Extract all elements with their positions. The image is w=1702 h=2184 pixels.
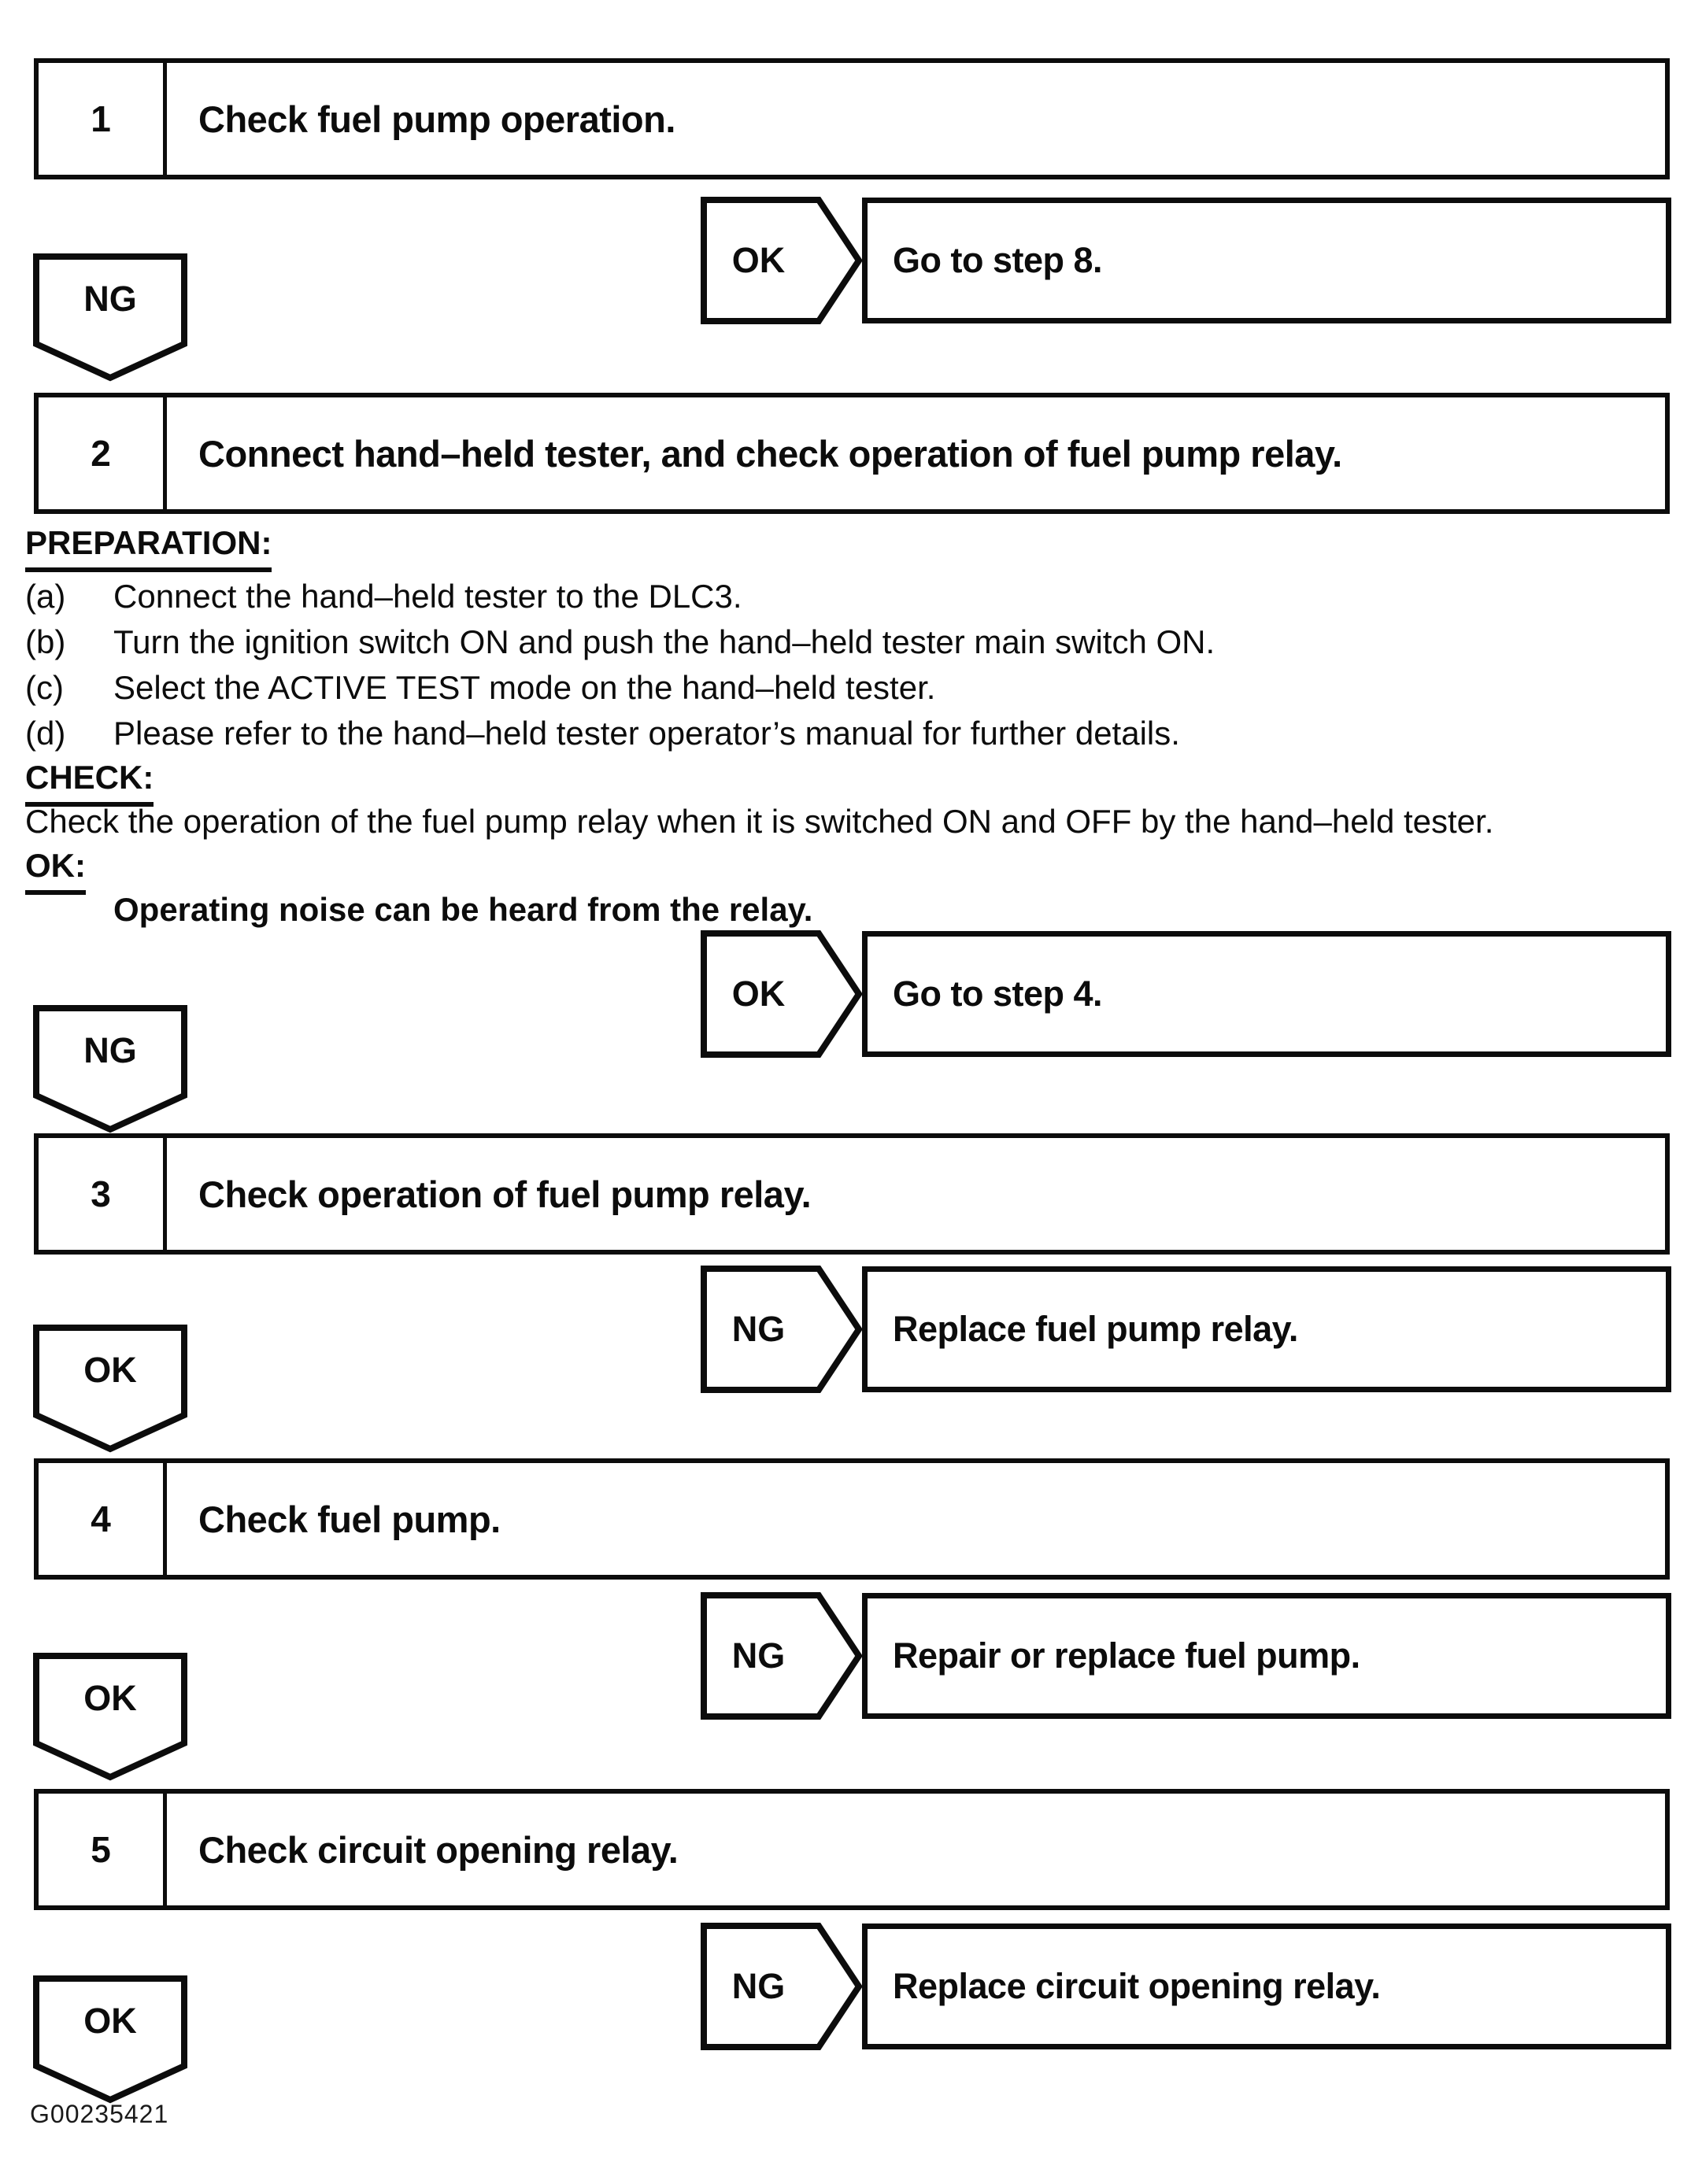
step-title: Check circuit opening relay.: [198, 1828, 679, 1871]
figure-id: G00235421: [30, 2100, 169, 2128]
connector-label: NG: [83, 278, 137, 319]
check-heading: CHECK:: [25, 757, 154, 807]
step-title: Check operation of fuel pump relay.: [198, 1173, 812, 1215]
preparation-heading: PREPARATION:: [25, 523, 272, 572]
flow-connector-ng: [33, 253, 187, 382]
branch-label: NG: [731, 1966, 786, 2006]
branch-ok-connector: [701, 930, 862, 1058]
flow-connector-ok: [33, 1975, 187, 2104]
step-number: 4: [39, 1463, 167, 1575]
flow-connector-ok: [33, 1325, 187, 1453]
branch-label: NG: [731, 1635, 786, 1676]
branch-ng-connector: [701, 1266, 862, 1393]
flow-connector-ng: [33, 1005, 187, 1133]
preparation-item-c: (c) Select the ACTIVE TEST mode on the hand–held tester.: [25, 669, 936, 706]
branch-label: OK: [731, 974, 786, 1014]
step-number: 5: [39, 1794, 167, 1905]
step-box-1: [34, 58, 1670, 179]
connector-label: NG: [83, 1029, 137, 1070]
branch-label: NG: [731, 1309, 786, 1349]
connector-label: OK: [83, 1349, 137, 1390]
step-title: Check fuel pump operation.: [198, 98, 675, 140]
step-number: 1: [39, 63, 167, 175]
branch-action-box: Repair or replace fuel pump.: [862, 1593, 1671, 1719]
step-title: Connect hand–held tester, and check operation of fuel pump relay.: [198, 432, 1342, 475]
branch-action-box: Replace circuit opening relay.: [862, 1923, 1671, 2049]
step-box-5: [34, 1789, 1670, 1910]
branch-label: OK: [731, 240, 786, 280]
step-box-3: [34, 1133, 1670, 1255]
step-title: Check fuel pump.: [198, 1498, 501, 1540]
branch-action-box: Go to step 8.: [862, 198, 1671, 323]
step-box-2: [34, 393, 1670, 514]
branch-ng-connector: [701, 1592, 862, 1720]
flow-connector-ok: [33, 1653, 187, 1781]
branch-action-box: Go to step 4.: [862, 931, 1671, 1057]
step-number: 2: [39, 397, 167, 509]
connector-label: OK: [83, 1677, 137, 1718]
preparation-item-b: (b) Turn the ignition switch ON and push the hand–held tester main switch ON.: [25, 623, 1215, 660]
branch-action-box: Replace fuel pump relay.: [862, 1266, 1671, 1392]
preparation-item-d: (d) Please refer to the hand–held tester operator’s manual for further details.: [25, 715, 1180, 752]
connector-label: OK: [83, 2000, 137, 2041]
preparation-item-a: (a) Connect the hand–held tester to the DLC3.: [25, 578, 742, 615]
step-number: 3: [39, 1138, 167, 1250]
branch-ok-connector: [701, 197, 862, 324]
ok-heading: OK:: [25, 845, 86, 895]
branch-ng-connector: [701, 1923, 862, 2050]
check-text: Check the operation of the fuel pump relay when it is switched ON and OFF by the hand–held tester.: [25, 803, 1494, 840]
ok-criteria-text: Operating noise can be heard from the relay.: [113, 891, 813, 928]
step-box-4: [34, 1458, 1670, 1580]
